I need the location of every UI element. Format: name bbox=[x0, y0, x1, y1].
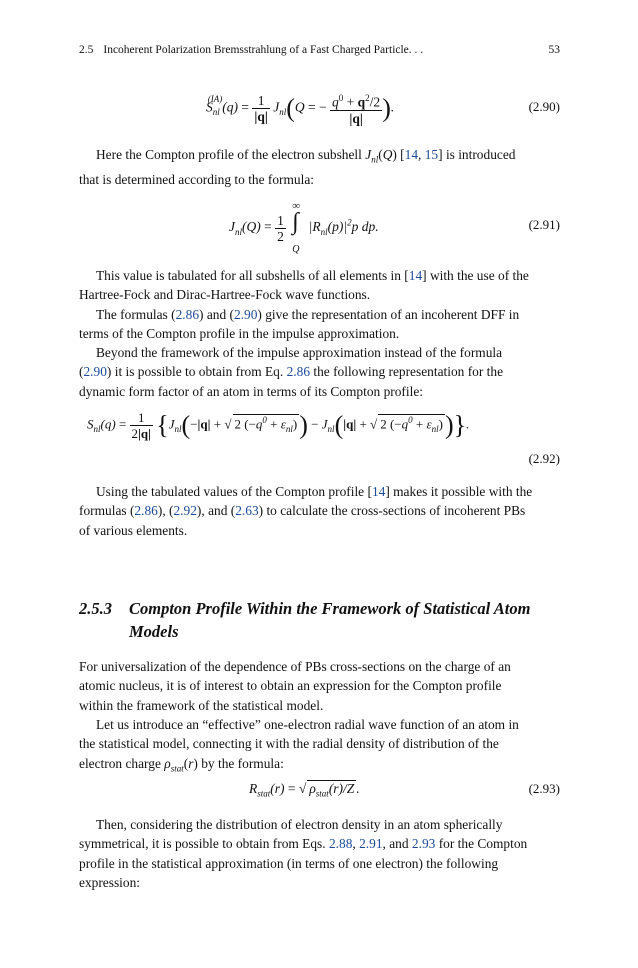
paragraph-7: Let us introduce an “effective” one-electron radial wave function of an atom in the statistical model, connecting it with the radial density of distribution of the electron charge $\rho_{stat}(r)$ by the formula: bbox=[79, 717, 519, 774]
equation-2-93: $R_{stat}(r)$ = √ $\rho_{stat}(r)/Z$ . (2.93) bbox=[249, 781, 560, 799]
section-heading bbox=[79, 597, 560, 643]
equation-link[interactable]: 2.88 bbox=[328, 836, 353, 852]
equation-2-90: $S_{nl}^{(IA)}(q)$ = $\frac{1}{|q|}$ $J_{nl}(Q$ = − $\frac{q^0 + q^2/2}{|q|}$ ). (2.90) bbox=[206, 92, 560, 126]
paragraph-3: The formulas (2.86) and (2.90) give the representation of an incoherent DFF in terms of the Compton profile in the impulse approximation. bbox=[79, 307, 520, 342]
citation-link[interactable]: 14 bbox=[371, 484, 386, 499]
section-title-line-1: Compton Profile Within the Framework of Statistical Atom bbox=[129, 599, 531, 618]
equation-number: (2.92) bbox=[528, 451, 560, 466]
paragraph-1: Here the Compton profile of the electron subshell $J_{nl}(Q)$ [14, 15] is introduced that is determined according to the formula: bbox=[79, 147, 516, 187]
section-number: 2.5.3 bbox=[79, 599, 112, 618]
header-section-number: 2.5 bbox=[79, 44, 94, 56]
equation-number: (2.93) bbox=[528, 781, 560, 796]
equation-link[interactable]: 2.86 bbox=[175, 307, 200, 322]
header-page-number: 53 bbox=[548, 44, 560, 56]
paragraph-2: This value is tabulated for all subshells of all elements in [14] with the use of the Hartree-Fock and Dirac-Hartree-Fock wave functions. bbox=[79, 268, 529, 303]
running-header bbox=[79, 44, 560, 56]
citation-link[interactable]: 14 bbox=[408, 268, 423, 283]
equation-link[interactable]: 2.90 bbox=[233, 307, 258, 322]
citation-link[interactable]: 15 bbox=[424, 147, 439, 162]
equation-2-91: $J_{nl}(Q)$ = $\frac{1}{2}$ ∞ ∫ Q $|R_{nl}(p)|^2p$ dp. (2.91) bbox=[229, 200, 560, 255]
equation-number: (2.90) bbox=[528, 99, 560, 114]
equation-link[interactable]: 2.86 bbox=[286, 364, 311, 380]
equation-link[interactable]: 2.93 bbox=[411, 836, 436, 852]
paragraph-8: Then, considering the distribution of electron density in an atom spherically symmetrical, it is possible to obtain from Eqs. 2.88, 2.91, and 2.93 for the Compton profile in the statistical approximation (in terms of one electron) the following expression: bbox=[79, 817, 528, 890]
paragraph-5: Using the tabulated values of the Compton profile [14] makes it possible with the formulas (2.86), (2.92), and (2.63) to calculate the cross-sections of incoherent PBs of various elements. bbox=[79, 484, 533, 538]
equation-link[interactable]: 2.92 bbox=[173, 503, 197, 519]
header-running-title: Incoherent Polarization Bremsstrahlung of a Fast Charged Particle. . . bbox=[103, 44, 424, 56]
equation-2-92: $S_{nl}(q)$ = $\frac{1}{2|q|}$ {$J_{nl}(-|q|$ + √ 2 $(-q^0 + \varepsilon_{nl})) - J_{nl}(|q|$ + √ 2 $(-q^0 + \varepsilon_{nl})$)}. (2.92) bbox=[87, 410, 560, 466]
equation-link[interactable]: 2.90 bbox=[83, 364, 107, 380]
section-title-line-2: Models bbox=[129, 622, 179, 641]
equation-link[interactable]: 2.86 bbox=[134, 503, 158, 519]
equation-link[interactable]: 2.63 bbox=[235, 503, 259, 519]
paragraph-6: For universalization of the dependence of PBs cross-sections on the charge of an atomic nucleus, it is of interest to obtain an expression for the Compton profile within the framework of the statistical model. bbox=[79, 659, 511, 713]
citation-link[interactable]: 14 bbox=[404, 147, 419, 162]
paragraph-4: Beyond the framework of the impulse approximation instead of the formula (2.90) it is possible to obtain from Eq. 2.86 the following representation for the dynamic form factor of an atom in terms of its Compton profile: bbox=[79, 345, 504, 399]
equation-link[interactable]: 2.91 bbox=[359, 836, 383, 852]
equation-number: (2.91) bbox=[528, 217, 560, 232]
